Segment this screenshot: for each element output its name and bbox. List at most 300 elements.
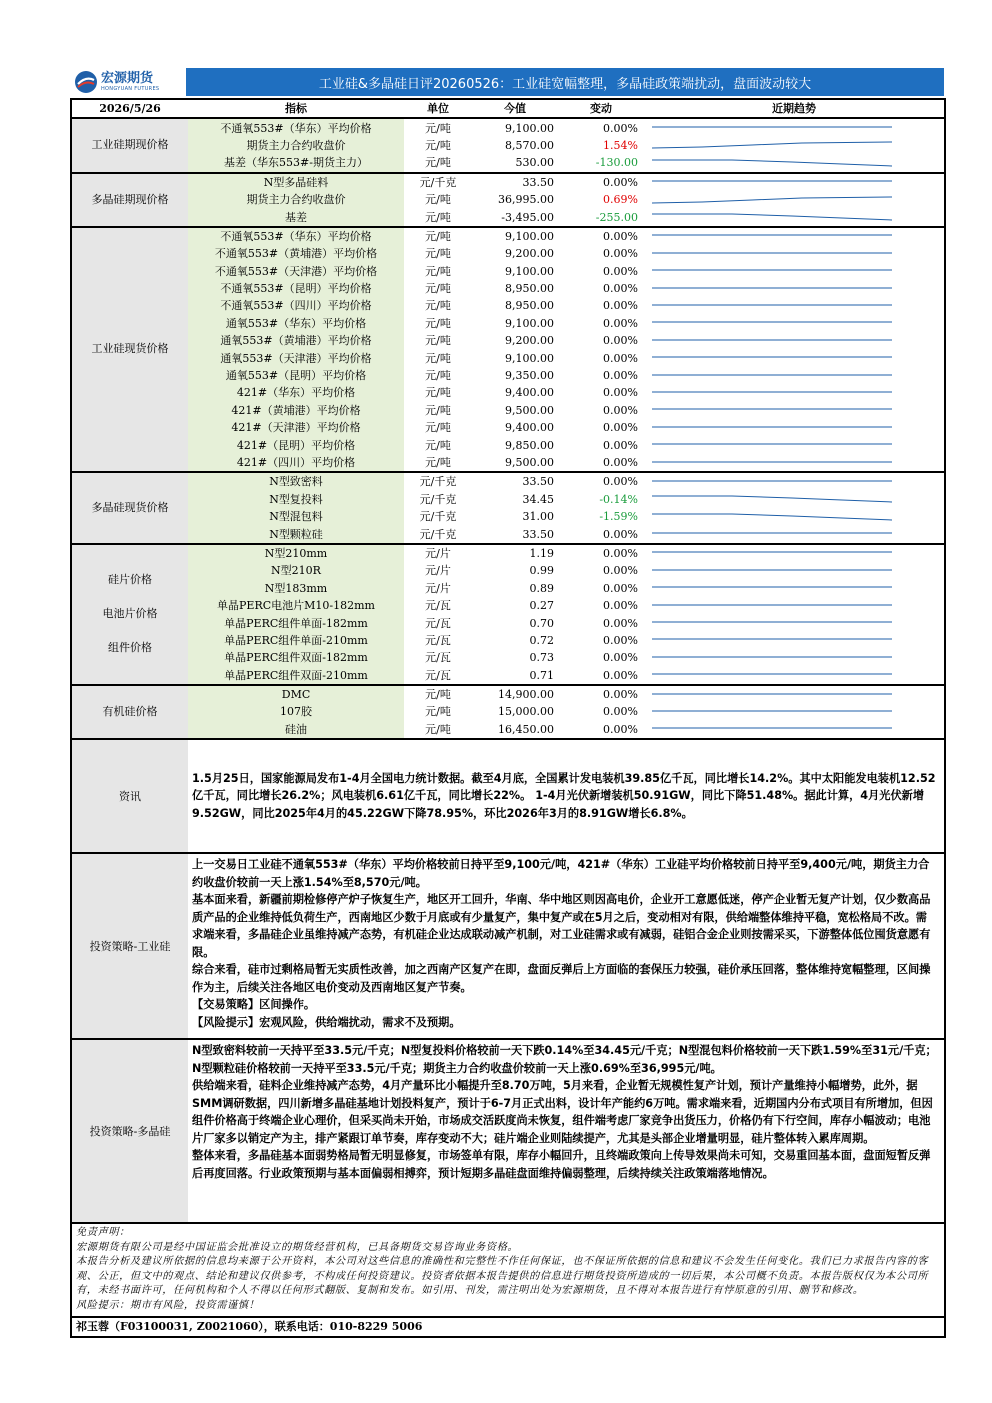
table-row	[72, 245, 944, 262]
table-row	[72, 384, 944, 401]
trend-sparkline	[644, 649, 944, 666]
disclaimer	[72, 1222, 944, 1316]
change-cell: -130.00	[595, 156, 638, 170]
change-cell: -1.59%	[599, 510, 638, 524]
indicator-name: 硅油	[188, 721, 404, 738]
indicator-name: 421#（四川）平均价格	[188, 454, 404, 472]
trend-sparkline	[644, 208, 944, 226]
change-cell: 0.00%	[558, 173, 644, 191]
change-cell: 0.00%	[603, 386, 638, 400]
strategy-si-paragraph: 综合来看，硅市过剩格局暂无实质性改善，加之西南产区复产在即，盘面反弹后上方面临的套保压力较强，硅价承压回落，整体维持宽幅整理，区间操作为主，后续关注各地区电价变动及西南地区复产节奏。	[192, 963, 931, 994]
change-cell: 0.00%	[558, 685, 644, 703]
category-text: 组件价格	[108, 641, 152, 655]
change-cell: 0.00%	[603, 616, 638, 630]
change-cell: 0.00%	[558, 472, 644, 490]
trend-line-icon	[652, 582, 912, 594]
unit-cell: 元/吨	[425, 421, 451, 435]
trend-line-icon	[652, 230, 912, 242]
logo-cn: 宏源期货	[101, 71, 154, 86]
value-cell: 9,200.00	[505, 334, 554, 348]
value-cell: 8,950.00	[505, 299, 554, 313]
indicator-name: 421#（天津港）平均价格	[188, 419, 404, 436]
indicator-name: DMC	[188, 685, 404, 703]
trend-sparkline	[644, 118, 944, 136]
disclaimer-line: 本报告分析及建议所依据的信息均来源于公开资料，本公司对这些信息的准确性和完整性不作任何保证，也不保证所依据的信息和建议不会发生任何变化。我们已力求报告内容的客观、公正，但文中的观点、结论和建议仅供参考，不构成任何投资建议。投资者依据本报告提供的信息进行期货投资所造成的一切后果，本公司概不负责。本报告版权仅为本公司所有，未经书面许可，任何机构和个人不得以任何形式翻版、复制和发布。如引用、刊发，需注明出处为宏源期货，且不得对本报告进行有悖原意的引用、删节和修改。	[76, 1256, 929, 1297]
change-cell: 0.00%	[603, 564, 638, 578]
indicator-name: 通氧553#（华东）平均价格	[188, 315, 404, 332]
trend-line-icon	[652, 157, 912, 169]
unit-cell: 元/吨	[425, 138, 451, 152]
value-cell: 0.99	[529, 564, 554, 578]
value-cell: 8,950.00	[505, 282, 554, 296]
strategy-poly-body	[188, 1040, 944, 1222]
unit-cell: 元/吨	[425, 351, 451, 365]
trend-line-icon	[652, 265, 912, 277]
table-row	[72, 332, 944, 349]
trend-line	[652, 160, 892, 166]
indicator-name: 通氧553#（黄埔港）平均价格	[188, 332, 404, 349]
trend-line-icon	[652, 300, 912, 312]
value-cell: 14,900.00	[472, 685, 558, 703]
value-cell: 0.70	[529, 616, 554, 630]
strategy-si-paragraph: 上一交易日工业硅不通氧553#（华东）平均价格较前日持平至9,100元/吨，421#（华东）工业硅平均价格较前日持平至9,400元/吨，期货主力合约收盘价较前一天上涨1.54%至8,570元/吨。	[192, 858, 930, 889]
unit-cell: 元/吨	[425, 386, 451, 400]
value-cell: 0.71	[529, 668, 554, 682]
table-row	[72, 721, 944, 738]
unit-cell: 元/吨	[425, 264, 451, 278]
trend-line-icon	[652, 652, 912, 664]
trend-sparkline	[644, 703, 944, 720]
trend-line-icon	[652, 669, 912, 681]
trend-sparkline	[644, 597, 944, 614]
trend-sparkline	[644, 173, 944, 191]
value-cell: 9,400.00	[505, 421, 554, 435]
indicator-name: N型混包料	[188, 508, 404, 525]
value-cell: 36,995.00	[498, 193, 554, 207]
change-cell: 0.00%	[558, 544, 644, 562]
unit-cell: 元/吨	[425, 210, 451, 224]
col-unit-header: 单位	[404, 100, 472, 118]
trend-line-icon	[652, 317, 912, 329]
change-cell: 0.00%	[603, 651, 638, 665]
indicator-name: N型颗粒硅	[188, 525, 404, 543]
change-cell: 0.00%	[603, 722, 638, 736]
unit-cell: 元/吨	[425, 247, 451, 261]
trend-sparkline	[644, 191, 944, 208]
table-row	[72, 297, 944, 314]
change-cell: 0.00%	[603, 456, 638, 469]
category-text: 多晶硅期现价格	[91, 192, 169, 206]
category-label	[72, 685, 188, 738]
value-cell: 9,100.00	[472, 118, 558, 136]
strategy-si-label: 投资策略-工业硅	[72, 854, 188, 1038]
unit-cell: 元/吨	[425, 369, 451, 383]
trend-sparkline	[644, 154, 944, 172]
indicator-name: 单晶PERC组件单面-182mm	[188, 614, 404, 631]
trend-sparkline	[644, 419, 944, 436]
indicator-name: N型复投料	[188, 491, 404, 508]
unit-cell: 元/吨	[425, 156, 451, 170]
trend-line-icon	[652, 248, 912, 260]
trend-sparkline	[644, 685, 944, 703]
trend-line-icon	[652, 283, 912, 295]
trend-sparkline	[644, 580, 944, 597]
trend-sparkline	[644, 491, 944, 508]
col-value-header: 今值	[472, 100, 558, 118]
indicator-name: 不通氧553#（华东）平均价格	[188, 227, 404, 245]
indicator-name: 不通氧553#（黄埔港）平均价格	[188, 245, 404, 262]
logo-mark-icon	[74, 70, 98, 94]
category-text: 硅片价格	[108, 573, 152, 587]
value-cell: 15,000.00	[498, 705, 554, 719]
trend-sparkline	[644, 332, 944, 349]
news-body	[188, 740, 944, 852]
unit-cell: 元/吨	[425, 456, 451, 469]
trend-line-icon	[652, 547, 912, 559]
trend-line-icon	[652, 511, 912, 523]
unit-cell: 元/片	[404, 544, 472, 562]
category-label	[72, 118, 188, 172]
change-cell: 0.00%	[603, 369, 638, 383]
trend-sparkline	[644, 472, 944, 490]
trend-sparkline	[644, 614, 944, 631]
logo-en: HONGYUAN FUTURES	[101, 86, 160, 92]
value-cell: 31.00	[522, 510, 554, 524]
unit-cell: 元/吨	[425, 705, 451, 719]
trend-line-icon	[652, 565, 912, 577]
trend-line-icon	[652, 528, 912, 540]
trend-sparkline	[644, 384, 944, 401]
unit-cell: 元/瓦	[425, 633, 451, 647]
value-cell: 9,200.00	[505, 247, 554, 261]
indicator-name: 不通氧553#（华东）平均价格	[188, 118, 404, 136]
category-text: 多晶硅现货价格	[91, 500, 169, 514]
unit-cell: 元/吨	[404, 685, 472, 703]
change-cell: -0.14%	[599, 492, 638, 506]
table-row	[72, 508, 944, 525]
trend-sparkline	[644, 544, 944, 562]
trend-line-icon	[652, 457, 912, 469]
strategy-si-paragraph: 【交易策略】区间操作。	[192, 998, 316, 1012]
trend-line-icon	[652, 352, 912, 364]
strategy-poly-paragraph: 供给端来看，硅料企业维持减产态势，4月产量环比小幅提升至8.70万吨，5月来看，企业暂无规模性复产计划，预计产量维持小幅增势，此外，据SMM调研数据，四川新增多晶硅基地计划投料复产，预计于6-7月正式出料，设计年产能约6万吨。需求端来看，近期国内分布式项目有所增加，但因组件价格高于终端企业心理价，但采买尚未开始，市场成交活跃度尚未恢复，组件端考虑厂家竞争出货压力，价格仍有下行空间，库存小幅波动；电池片厂家多以销定产为主，排产紧跟订单节奏，库存变动不大；硅片端企业则陆续提产，尤其是头部企业增量明显，硅片整体转入累库周期。	[192, 1079, 933, 1145]
category-text: 有机硅价格	[102, 704, 158, 718]
table-row	[72, 263, 944, 280]
trend-sparkline	[644, 315, 944, 332]
value-cell: 0.72	[529, 633, 554, 647]
strategy-poly-section	[72, 1038, 944, 1222]
trend-line-icon	[652, 139, 912, 151]
table-row	[72, 525, 944, 543]
unit-cell: 元/瓦	[425, 651, 451, 665]
trend-line-icon	[652, 600, 912, 612]
trend-line-icon	[652, 211, 912, 223]
table-row	[72, 562, 944, 579]
unit-cell: 元/瓦	[425, 599, 451, 613]
trend-line-icon	[652, 476, 912, 488]
disclaimer-title: 免责声明：	[76, 1227, 130, 1239]
report-title: 工业硅&多晶硅日评20260526：工业硅宽幅整理，多晶硅政策端扰动，盘面波动较大	[186, 68, 944, 96]
table-row	[72, 544, 944, 562]
trend-sparkline	[644, 632, 944, 649]
trend-sparkline	[644, 721, 944, 738]
table-row	[72, 454, 944, 472]
value-cell: 0.27	[529, 599, 554, 613]
change-cell: 0.00%	[603, 668, 638, 682]
change-cell: 0.00%	[603, 264, 638, 278]
trend-line	[652, 197, 892, 203]
trend-line-icon	[652, 493, 912, 505]
table-row	[72, 632, 944, 649]
trend-line-icon	[652, 370, 912, 382]
table-row	[72, 154, 944, 172]
category-text: 工业硅现货价格	[91, 342, 169, 356]
value-cell: 9,100.00	[505, 351, 554, 365]
news-label: 资讯	[72, 740, 188, 852]
analyst-contact: 祁玉蓉（F03100031, Z0021060），联系电话：010-8229 5006	[72, 1316, 944, 1336]
unit-cell: 元/吨	[425, 334, 451, 348]
indicator-name: 107胶	[188, 703, 404, 720]
trend-sparkline	[644, 297, 944, 314]
table-row	[72, 402, 944, 419]
unit-cell: 元/吨	[425, 299, 451, 313]
strategy-poly-label: 投资策略-多晶硅	[72, 1040, 188, 1222]
trend-sparkline	[644, 245, 944, 262]
table-row	[72, 137, 944, 154]
col-indicator-header: 指标	[188, 100, 404, 118]
value-cell: 530.00	[515, 156, 554, 170]
indicator-name: 不通氧553#（四川）平均价格	[188, 297, 404, 314]
indicator-name: 421#（华东）平均价格	[188, 384, 404, 401]
value-cell: 33.50	[472, 173, 558, 191]
value-cell: 9,100.00	[472, 227, 558, 245]
trend-line-icon	[652, 723, 912, 735]
trend-sparkline	[644, 436, 944, 453]
table-row	[72, 597, 944, 614]
unit-cell: 元/吨	[425, 722, 451, 736]
table-row	[72, 118, 944, 136]
trend-line-icon	[652, 634, 912, 646]
change-cell: 0.00%	[603, 599, 638, 613]
trend-line-icon	[652, 335, 912, 347]
trend-sparkline	[644, 402, 944, 419]
indicator-name: 基差	[188, 208, 404, 226]
trend-line-icon	[652, 439, 912, 451]
unit-cell: 元/吨	[425, 316, 451, 330]
strategy-poly-paragraph: 整体来看，多晶硅基本面弱势格局暂无明显修复，市场签单有限，库存小幅回升，且终端政策向上传导效果尚未可知，交易重回基本面，盘面短暂反弹后再度回落。行业政策预期与基本面偏弱相搏弈，预计短期多晶硅盘面维持偏弱整理，后续持续关注政策端落地情况。	[192, 1149, 931, 1180]
category-text: 工业硅期现价格	[91, 138, 169, 152]
change-cell: 0.00%	[603, 351, 638, 365]
trend-sparkline	[644, 349, 944, 366]
unit-cell: 元/千克	[419, 510, 457, 524]
trend-line-icon	[652, 422, 912, 434]
unit-cell: 元/吨	[404, 118, 472, 136]
report-header	[70, 68, 944, 96]
trend-line-icon	[652, 176, 912, 188]
change-cell: 0.00%	[603, 438, 638, 452]
indicator-name: 通氧553#（昆明）平均价格	[188, 367, 404, 384]
value-cell: 33.50	[472, 472, 558, 490]
unit-cell: 元/瓦	[425, 668, 451, 682]
table-row	[72, 685, 944, 703]
unit-cell: 元/吨	[425, 438, 451, 452]
indicator-name: 不通氧553#（天津港）平均价格	[188, 263, 404, 280]
indicator-name: 通氧553#（天津港）平均价格	[188, 349, 404, 366]
strategy-poly-paragraph: N型致密料较前一天持平至33.5元/千克；N型复投料价格较前一天下跌0.14%至34.45元/千克；N型混包料价格较前一天下跌1.59%至31元/千克；N型颗粒硅价格较前一天持平至33.5元/千克；期货主力合约收盘价较前一天上涨0.69%至36,995元/吨。	[192, 1044, 937, 1075]
value-cell: 0.89	[529, 581, 554, 595]
indicator-name: 单晶PERC组件双面-210mm	[188, 667, 404, 685]
change-cell: 0.00%	[603, 334, 638, 348]
unit-cell: 元/吨	[425, 403, 451, 417]
trend-sparkline	[644, 525, 944, 543]
report-date: 2026/5/26	[72, 100, 188, 118]
change-cell: 0.00%	[603, 247, 638, 261]
change-cell: 0.00%	[603, 527, 638, 541]
category-text: 电池片价格	[102, 607, 158, 621]
news-text: 1.5月25日，国家能源局发布1-4月全国电力统计数据。截至4月底，全国累计发电装机39.85亿千瓦，同比增长14.2%。其中太阳能发电装机12.52亿千瓦，同比增长26.2%；风电装机6.61亿千瓦，同比增长22%。 1-4月光伏新增装机50.91GW，同比下降51.48%。据此计算，4月光伏新增9.52GW，同比2025年4月的45.22GW下降78.95%，环比2026年3月的8.91GW增长6.8%。	[192, 771, 936, 820]
news-section	[72, 738, 944, 852]
table-row	[72, 436, 944, 453]
table-row	[72, 315, 944, 332]
trend-sparkline	[644, 508, 944, 525]
table-row	[72, 580, 944, 597]
price-table	[72, 100, 944, 738]
trend-line-icon	[652, 194, 912, 206]
table-row	[72, 367, 944, 384]
change-cell: 0.00%	[603, 705, 638, 719]
col-trend-header: 近期趋势	[644, 100, 944, 118]
trend-sparkline	[644, 137, 944, 154]
value-cell: 9,100.00	[505, 264, 554, 278]
unit-cell: 元/千克	[404, 472, 472, 490]
value-cell: 9,850.00	[505, 438, 554, 452]
trend-line-icon	[652, 617, 912, 629]
table-row	[72, 173, 944, 191]
change-cell: 0.00%	[603, 299, 638, 313]
category-label	[72, 227, 188, 472]
company-logo	[70, 68, 186, 96]
value-cell: 9,100.00	[505, 316, 554, 330]
unit-cell: 元/千克	[419, 527, 457, 541]
change-cell: 0.69%	[603, 193, 638, 207]
strategy-si-section	[72, 852, 944, 1038]
trend-line	[652, 514, 892, 520]
strategy-si-body	[188, 854, 944, 1038]
value-cell: 9,500.00	[505, 456, 554, 469]
unit-cell: 元/吨	[425, 282, 451, 296]
change-cell: 0.00%	[558, 227, 644, 245]
report-grid	[70, 98, 946, 1338]
trend-line	[652, 496, 892, 502]
unit-cell: 元/千克	[404, 173, 472, 191]
unit-cell: 元/吨	[425, 193, 451, 207]
value-cell: 9,350.00	[505, 369, 554, 383]
trend-line-icon	[652, 122, 912, 134]
value-cell: 9,400.00	[505, 386, 554, 400]
value-cell: 8,570.00	[505, 138, 554, 152]
indicator-name: N型210R	[188, 562, 404, 579]
indicator-name: 421#（昆明）平均价格	[188, 436, 404, 453]
trend-sparkline	[644, 263, 944, 280]
strategy-si-paragraph: 基本面来看，新疆前期检修停产炉子恢复生产，地区开工回升，华南、华中地区则因高电价，企业开工意愿低迷，停产企业暂无复产计划，仅少数高品质产品的企业维持低负荷生产，西南地区少数于月底或有少量复产，集中复产或在5月之后，变动相对有限，供给端整体维持平稳，宽松格局不改。需求端来看，多晶硅企业虽维持减产态势，有机硅企业达成联动减产机制，对工业硅需求或有减弱，硅铝合金企业则按需采买，下游整体低位囤货意愿有限。	[192, 893, 931, 959]
change-cell: 0.00%	[558, 118, 644, 136]
value-cell: 33.50	[522, 527, 554, 541]
indicator-name: 期货主力合约收盘价	[188, 137, 404, 154]
indicator-name: 单晶PERC组件双面-182mm	[188, 649, 404, 666]
report-page	[70, 68, 944, 1333]
value-cell: 9,500.00	[505, 403, 554, 417]
change-cell: 0.00%	[603, 421, 638, 435]
trend-sparkline	[644, 454, 944, 472]
trend-line-icon	[652, 689, 912, 701]
value-cell: 1.19	[472, 544, 558, 562]
table-row	[72, 667, 944, 685]
table-row	[72, 491, 944, 508]
category-label	[72, 472, 188, 544]
trend-line-icon	[652, 387, 912, 399]
table-row	[72, 649, 944, 666]
disclaimer-line: 宏源期货有限公司是经中国证监会批准设立的期货经营机构，已具备期货交易咨询业务资格。	[76, 1241, 519, 1253]
strategy-si-paragraph: 【风险提示】宏观风险，供给端扰动，需求不及预期。	[192, 1015, 461, 1029]
indicator-name: 基差（华东553#-期货主力）	[188, 154, 404, 172]
trend-sparkline	[644, 667, 944, 685]
trend-line-icon	[652, 404, 912, 416]
unit-cell: 元/片	[425, 581, 451, 595]
indicator-name: 421#（黄埔港）平均价格	[188, 402, 404, 419]
indicator-name: N型210mm	[188, 544, 404, 562]
table-header-row	[72, 100, 944, 118]
change-cell: 0.00%	[603, 403, 638, 417]
trend-sparkline	[644, 562, 944, 579]
change-cell: 0.00%	[603, 316, 638, 330]
unit-cell: 元/片	[425, 564, 451, 578]
change-cell: 0.00%	[603, 282, 638, 296]
value-cell: -3,495.00	[501, 210, 554, 224]
category-label	[72, 173, 188, 227]
value-cell: 0.73	[529, 651, 554, 665]
trend-line-icon	[652, 706, 912, 718]
table-row	[72, 419, 944, 436]
table-row	[72, 703, 944, 720]
unit-cell: 元/瓦	[425, 616, 451, 630]
table-row	[72, 191, 944, 208]
trend-sparkline	[644, 227, 944, 245]
table-row	[72, 614, 944, 631]
indicator-name: 单晶PERC组件单面-210mm	[188, 632, 404, 649]
disclaimer-line: 风险提示：期市有风险，投资需谨慎！	[76, 1300, 260, 1312]
change-cell: -255.00	[595, 210, 638, 224]
table-row	[72, 227, 944, 245]
indicator-name: N型183mm	[188, 580, 404, 597]
change-cell: 0.00%	[603, 633, 638, 647]
trend-sparkline	[644, 367, 944, 384]
trend-sparkline	[644, 280, 944, 297]
indicator-name: N型多晶硅料	[188, 173, 404, 191]
unit-cell: 元/千克	[419, 492, 457, 506]
table-row	[72, 472, 944, 490]
value-cell: 34.45	[522, 492, 554, 506]
table-row	[72, 280, 944, 297]
unit-cell: 元/吨	[404, 227, 472, 245]
indicator-name: 不通氧553#（昆明）平均价格	[188, 280, 404, 297]
indicator-name: N型致密料	[188, 472, 404, 490]
value-cell: 16,450.00	[498, 722, 554, 736]
change-cell: 0.00%	[603, 581, 638, 595]
trend-line	[652, 214, 892, 220]
indicator-name: 单晶PERC电池片M10-182mm	[188, 597, 404, 614]
table-row	[72, 349, 944, 366]
indicator-name: 期货主力合约收盘价	[188, 191, 404, 208]
